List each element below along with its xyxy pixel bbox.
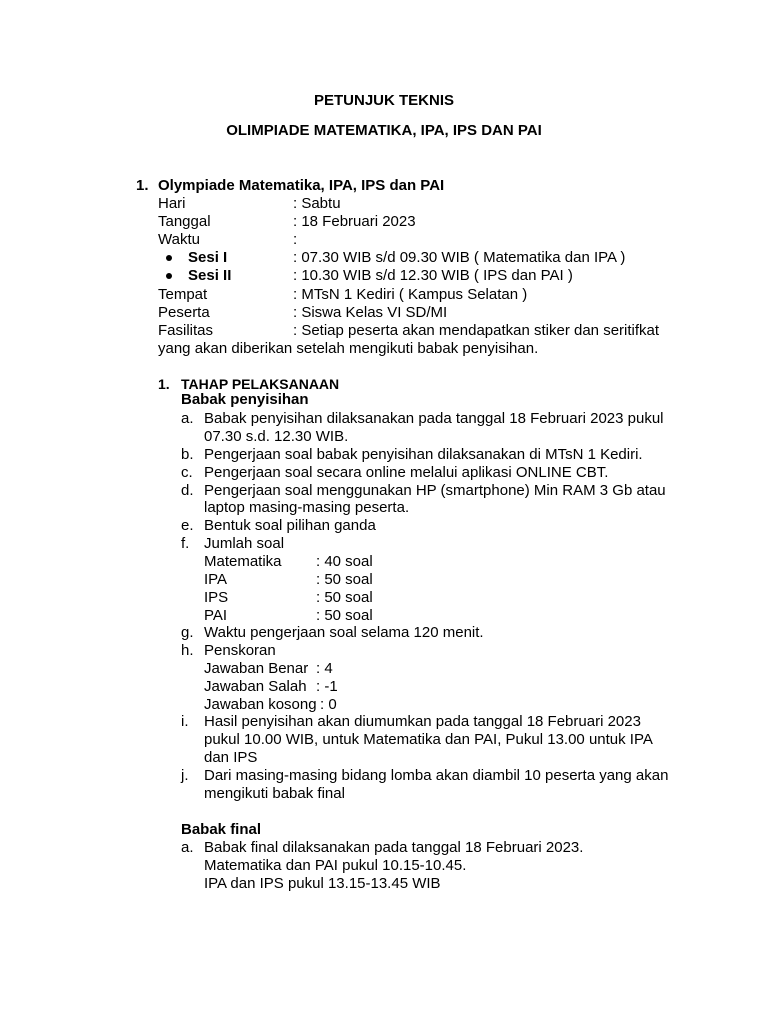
list-marker: h. (181, 642, 194, 659)
list-marker: j. (181, 767, 189, 784)
skor-label: Jawaban Salah (204, 678, 307, 695)
list-item: laptop masing-masing peserta. (204, 499, 410, 516)
list-item: dan IPS (204, 749, 258, 766)
list-item: Dari masing-masing bidang lomba akan diambil 10 peserta yang akan (204, 767, 669, 784)
soal-value: : 50 soal (316, 589, 373, 606)
list-marker: a. (181, 410, 194, 427)
list-marker: e. (181, 517, 194, 534)
row-continuation: yang akan diberikan setelah mengikuti babak penyisihan. (158, 340, 539, 357)
bullet-icon (166, 255, 172, 261)
row-label: Tanggal (158, 213, 211, 230)
bullet-icon (166, 273, 172, 279)
tahap-number: 1. (158, 376, 170, 392)
row-label: Waktu (158, 231, 200, 248)
row-label: Peserta (158, 304, 210, 321)
row-value: : Siswa Kelas VI SD/MI (293, 304, 448, 321)
section-heading: Olympiade Matematika, IPA, IPS dan PAI (158, 177, 445, 194)
row-label: Hari (158, 195, 186, 212)
list-item: Hasil penyisihan akan diumumkan pada tanggal 18 Februari 2023 (204, 713, 641, 730)
list-item: pukul 10.00 WIB, untuk Matematika dan PAI, Pukul 13.00 untuk IPA (204, 731, 653, 748)
list-item: Penskoran (204, 642, 276, 659)
soal-label: IPA (204, 571, 228, 588)
row-value: : Setiap peserta akan mendapatkan stiker dan seritifkat (293, 322, 660, 339)
list-item: Pengerjaan soal menggunakan HP (smartphone) Min RAM 3 Gb atau (204, 482, 666, 499)
list-marker: i. (181, 713, 189, 730)
section-number: 1. (136, 177, 149, 194)
list-item: Jumlah soal (204, 535, 285, 552)
session-label: Sesi I (188, 249, 228, 266)
soal-value: : 40 soal (316, 553, 373, 570)
list-item: Pengerjaan soal babak penyisihan dilaksanakan di MTsN 1 Kediri. (204, 446, 643, 463)
list-marker: f. (181, 535, 190, 552)
row-label: Tempat (158, 286, 208, 303)
row-label: Fasilitas (158, 322, 214, 339)
doc-title: PETUNJUK TEKNIS (313, 92, 455, 109)
list-marker: d. (181, 482, 194, 499)
list-marker: c. (181, 464, 193, 481)
final-heading: Babak final (181, 821, 262, 838)
list-marker: b. (181, 446, 194, 463)
list-marker: a. (181, 839, 194, 856)
list-item: Pengerjaan soal secara online melalui aplikasi ONLINE CBT. (204, 464, 609, 481)
skor-label: Jawaban Benar (204, 660, 309, 677)
session-value: : 10.30 WIB s/d 12.30 WIB ( IPS dan PAI ) (293, 267, 573, 284)
soal-label: IPS (204, 589, 229, 606)
skor-value: : -1 (316, 678, 338, 695)
list-item: Babak final dilaksanakan pada tanggal 18 Februari 2023. (204, 839, 584, 856)
session-value: : 07.30 WIB s/d 09.30 WIB ( Matematika dan IPA ) (293, 249, 626, 266)
row-value: : 18 Februari 2023 (293, 213, 416, 230)
soal-label: PAI (204, 607, 228, 624)
skor-label: Jawaban kosong (204, 696, 317, 713)
list-item: 07.30 s.d. 12.30 WIB. (204, 428, 349, 445)
soal-value: : 50 soal (316, 571, 373, 588)
list-marker: g. (181, 624, 194, 641)
list-item: Babak penyisihan dilaksanakan pada tanggal 18 Februari 2023 pukul (204, 410, 664, 427)
soal-label: Matematika (204, 553, 282, 570)
list-item: Matematika dan PAI pukul 10.15-10.45. (204, 857, 467, 874)
skor-value: : 4 (316, 660, 333, 677)
session-label: Sesi II (188, 267, 232, 284)
list-item: Bentuk soal pilihan ganda (204, 517, 376, 534)
list-item: IPA dan IPS pukul 13.15-13.45 WIB (204, 875, 441, 892)
row-value: : MTsN 1 Kediri ( Kampus Selatan ) (293, 286, 528, 303)
list-item: mengikuti babak final (204, 785, 345, 802)
soal-value: : 50 soal (316, 607, 373, 624)
penyisihan-heading: Babak penyisihan (181, 391, 309, 408)
row-value: : Sabtu (293, 195, 341, 212)
row-value: : (293, 231, 298, 248)
list-item: Waktu pengerjaan soal selama 120 menit. (204, 624, 484, 641)
doc-subtitle: OLIMPIADE MATEMATIKA, IPA, IPS DAN PAI (226, 122, 542, 139)
tahap-heading: TAHAP PELAKSANAAN (181, 376, 340, 392)
skor-value: : 0 (320, 696, 337, 713)
